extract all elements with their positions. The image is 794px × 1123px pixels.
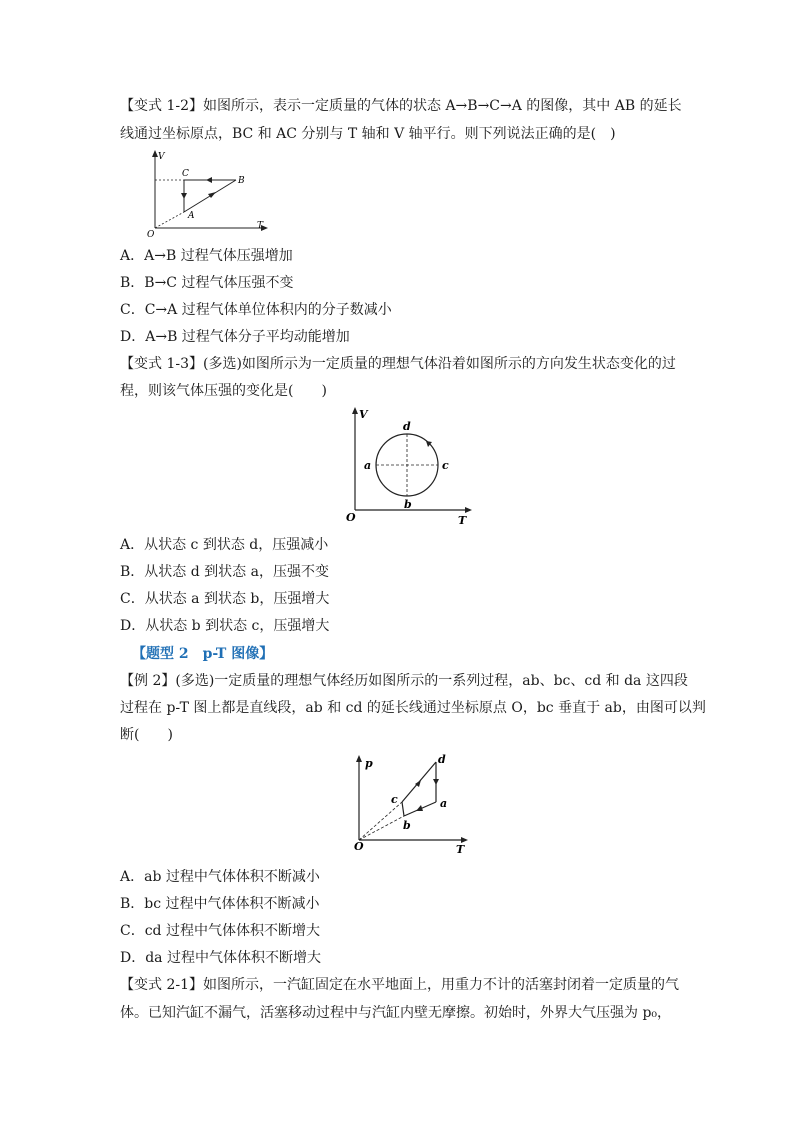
- topic2-heading: 【题型 2 p-T 图像】: [132, 646, 274, 662]
- ex2-option-b: B．bc 过程中气体体积不断减小: [120, 896, 320, 912]
- v13-x-label: T: [458, 514, 467, 527]
- ex2-point-d: d: [438, 753, 446, 766]
- ex2-point-b: b: [403, 819, 411, 832]
- v13-origin-label: O: [346, 511, 356, 524]
- v13-option-d: D．从状态 b 到状态 c，压强增大: [120, 618, 330, 634]
- ex2-option-c: C．cd 过程中气体体积不断增大: [120, 923, 320, 939]
- v12-dash-extension: [155, 212, 184, 228]
- figure-v12-vt-graph: [140, 148, 280, 238]
- ex2-arrow-ab: [416, 805, 423, 811]
- v12-option-d: D．A→B 过程气体分子平均动能增加: [120, 329, 350, 345]
- v13-option-a: A．从状态 c 到状态 d，压强减小: [120, 537, 329, 553]
- v13-option-b: B．从状态 d 到状态 a，压强不变: [120, 564, 329, 580]
- question-v13-line2: 程，则该气体压强的变化是( ): [120, 383, 327, 399]
- ex2-x-label: T: [456, 843, 465, 856]
- question-ex2-line2: 过程在 p-T 图上都是直线段，ab 和 cd 的延长线通过坐标原点 O，bc 垂直于 ab，由图可以判: [120, 700, 706, 716]
- figure-ex2-pt-graph: [344, 752, 476, 856]
- v12-y-label: V: [158, 152, 165, 162]
- figure-v13-vt-graph: [340, 404, 480, 528]
- v12-point-c: C: [182, 169, 189, 179]
- question-v21-line1: 【变式 2-1】如图所示，一汽缸固定在水平地面上，用重力不计的活塞封闭着一定质量的气: [120, 977, 679, 993]
- v13-point-d: d: [403, 420, 411, 433]
- question-ex2-line1: 【例 2】(多选)一定质量的理想气体经历如图所示的一系列过程，ab、bc、cd 和 da 这四段: [120, 673, 688, 689]
- ex2-origin-label: O: [354, 840, 364, 853]
- question-v13-line1: 【变式 1-3】(多选)如图所示为一定质量的理想气体沿着如图所示的方向发生状态变化的过: [120, 356, 676, 372]
- v12-arrow-ca: [181, 193, 187, 199]
- v13-point-c: c: [442, 459, 449, 472]
- v13-y-label: V: [359, 408, 368, 421]
- v12-option-c: C．C→A 过程气体单位体积内的分子数减小: [120, 302, 392, 318]
- ex2-arrow-da: [433, 779, 439, 785]
- ex2-y-label: p: [365, 757, 373, 770]
- question-v12-line2: 线通过坐标原点，BC 和 AC 分别与 T 轴和 V 轴平行。则下列说法正确的是( ): [120, 126, 616, 142]
- ex2-point-c: c: [391, 793, 398, 806]
- ex2-dash-to-c: [359, 802, 402, 840]
- v12-option-b: B．B→C 过程气体压强不变: [120, 275, 294, 291]
- v13-option-c: C．从状态 a 到状态 b，压强增大: [120, 591, 330, 607]
- ex2-option-a: A．ab 过程中气体体积不断减小: [120, 869, 320, 885]
- v12-arrow-bc: [206, 177, 212, 183]
- v12-point-a: A: [188, 211, 195, 221]
- v13-point-a: a: [364, 459, 372, 472]
- v12-point-b: B: [238, 176, 245, 186]
- ex2-point-a: a: [440, 797, 448, 810]
- v13-x-arrow: [465, 507, 472, 513]
- ex2-segment-bc: [402, 802, 404, 816]
- ex2-y-arrow: [356, 755, 362, 762]
- question-v12-line1: 【变式 1-2】如图所示，表示一定质量的气体的状态 A→B→C→A 的图像，其中 AB 的延长: [120, 98, 682, 114]
- v12-x-label: T: [257, 221, 264, 231]
- v13-point-b: b: [404, 498, 412, 511]
- v12-origin-label: O: [147, 230, 155, 238]
- v13-y-arrow: [352, 407, 358, 414]
- v12-arrow-ab: [208, 192, 216, 198]
- question-v21-line2: 体。已知汽缸不漏气，活塞移动过程中与汽缸内壁无摩擦。初始时，外界大气压强为 p₀，: [120, 1005, 672, 1021]
- ex2-option-d: D．da 过程中气体体积不断增大: [120, 950, 321, 966]
- v12-option-a: A．A→B 过程气体压强增加: [120, 248, 293, 264]
- question-ex2-line3: 断( ): [120, 727, 173, 743]
